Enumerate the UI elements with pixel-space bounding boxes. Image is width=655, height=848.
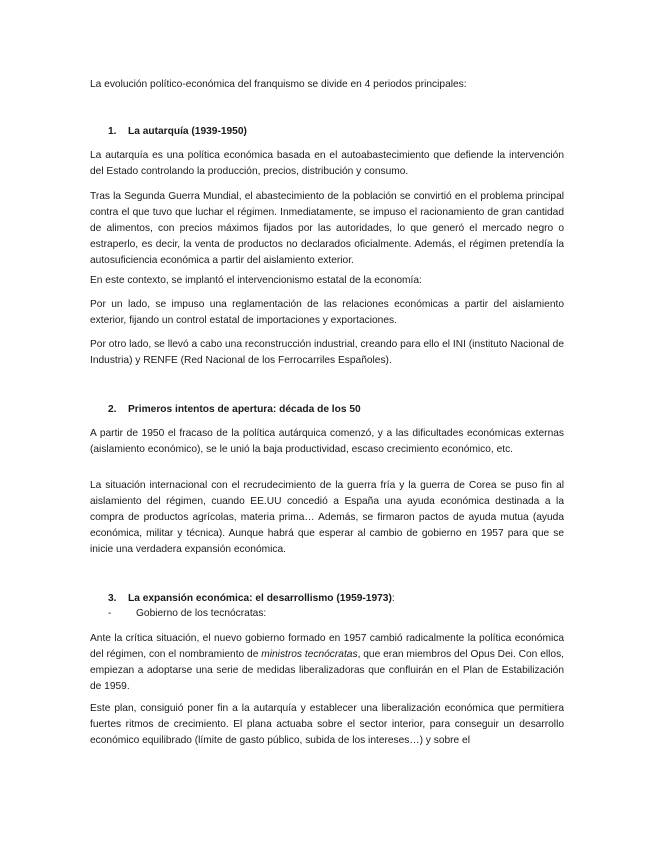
section-2-heading: [108, 402, 361, 418]
section-3-paragraph-1-italic: ministros tecnócratas: [261, 649, 358, 660]
section-1-paragraph-5: Por otro lado, se llevó a cabo una reconstrucción industrial, creando para ello el INI (instituto Nacional de Industria) y RENFE (Red Nacional de los Ferrocarriles Españoles).: [90, 339, 564, 366]
section-3-number: 3.: [108, 593, 117, 604]
section-3-paragraph-1-part-b: , que eran miembros del Opus Dei. Con ellos, empiezan a adoptarse una serie de medidas liberalizadoras que confluirán en el Plan de Estabilización de 1959.: [90, 649, 564, 692]
section-1-paragraph-2: Tras la Segunda Guerra Mundial, el abastecimiento de la población se convirtió en el problema principal contra el que tuvo que luchar el régimen. Inmediatamente, se impuso el racionamiento de gran cantidad de alimentos, con precios máximos fijados por las autoridades, lo que generó el mercado negro o estraperlo, es decir, la venta de productos no declarados oficialmente. Además, el régimen pretendía la autosuficiencia económica a partir del aislamiento exterior.: [90, 191, 564, 266]
bullet-dash: -: [108, 608, 112, 619]
section-1-paragraph-3: En este contexto, se implantó el intervencionismo estatal de la economía:: [90, 275, 422, 286]
section-2-paragraph-2: La situación internacional con el recrudecimiento de la guerra fría y la guerra de Corea se puso fin al aislamiento del régimen, cuando EE.UU concedió a España una ayuda económica destinada a la compra de productos agrícolas, materia prima… Además, se firmaron pactos de ayuda mutua (ayuda económica, militar y técnica). Aunque habrá que esperar al cambio de gobierno en 1957 para que se inicie una verdadera expansión económica.: [90, 480, 564, 555]
section-3-paragraph-2: Este plan, consiguió poner fin a la autarquía y establecer una liberalización económica que permitiera fuertes ritmos de crecimiento. El plana actuaba sobre el sector interior, para conseguir un desarrollo económico equilibrado (límite de gasto público, subida de los intereses…) y sobre el: [90, 703, 564, 746]
section-3-bullet-text: Gobierno de los tecnócratas:: [136, 608, 267, 619]
section-2-number: 2.: [108, 404, 117, 415]
section-1-heading: [108, 124, 247, 140]
section-1-paragraph-1: La autarquía es una política económica basada en el autoabastecimiento que defiende la intervención del Estado controlando la producción, precios, distribución y consumo.: [90, 150, 564, 177]
section-3-heading: [108, 591, 395, 607]
section-3-title: La expansión económica: el desarrollismo (1959-1973): [128, 593, 392, 604]
section-3-paragraph-1: [90, 631, 564, 695]
section-1-paragraph-4: Por un lado, se impuso una reglamentación de las relaciones económicas a partir del aislamiento exterior, fijando un control estatal de importaciones y exportaciones.: [90, 299, 564, 326]
section-2-paragraph-1: A partir de 1950 el fracaso de la política autárquica comenzó, y a las dificultades económicas externas (aislamiento económico), se le unió la baja productividad, escaso crecimiento económico, etc.: [90, 428, 564, 455]
section-2-title: Primeros intentos de apertura: década de los 50: [128, 404, 361, 415]
section-3-bullet: [108, 606, 266, 622]
section-1-number: 1.: [108, 126, 117, 137]
section-1-title: La autarquía (1939-1950): [128, 126, 247, 137]
section-3-paragraph-1-part-a: Ante la crítica situación, el nuevo gobierno formado en 1957 cambió radicalmente la política económica del régimen, con el nombramiento de: [90, 633, 564, 660]
section-3-title-suffix: :: [391, 593, 395, 604]
intro-text: La evolución político-económica del franquismo se divide en 4 periodos principales:: [90, 79, 467, 90]
